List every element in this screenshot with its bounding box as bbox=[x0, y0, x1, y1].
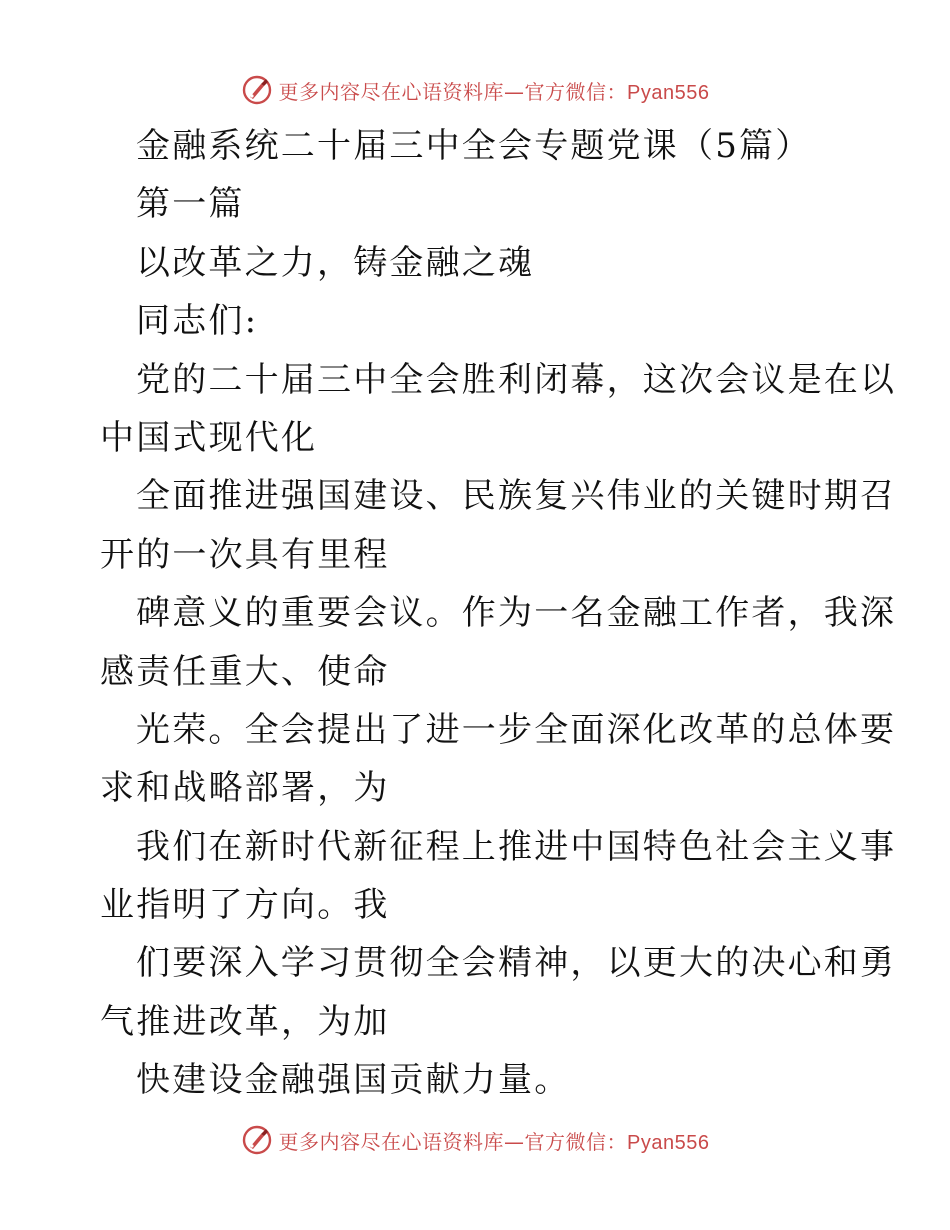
paragraph-line: 求和战略部署，为 bbox=[100, 768, 390, 809]
paragraph-line: 中国式现代化 bbox=[100, 417, 318, 458]
header-watermark bbox=[0, 70, 950, 110]
watermark-separator: — bbox=[504, 1129, 525, 1154]
document-body bbox=[100, 117, 897, 1110]
paragraph-line: 光荣。全会提出了进一步全面深化改革的总体要 bbox=[136, 709, 897, 750]
watermark-contact: 官方微信： bbox=[524, 1129, 628, 1154]
watermark-text bbox=[279, 1126, 710, 1155]
paragraph-line: 开的一次具有里程 bbox=[100, 534, 390, 575]
paragraph-line: 快建设金融强国贡献力量。 bbox=[136, 1060, 571, 1101]
paragraph-line: 碑意义的重要会议。作为一名金融工作者，我深 bbox=[136, 593, 897, 634]
watermark-separator: — bbox=[504, 79, 525, 104]
watermark-wechat-id: Pyan556 bbox=[627, 1131, 710, 1154]
watermark-wechat-id: Pyan556 bbox=[627, 81, 710, 104]
footer-watermark bbox=[0, 1120, 950, 1160]
paragraph-line: 感责任重大、使命 bbox=[100, 651, 390, 692]
salutation: 同志们: bbox=[136, 301, 259, 342]
paragraph-line: 党的二十届三中全会胜利闭幕，这次会议是在以 bbox=[136, 359, 897, 400]
section-subtitle: 以改革之力，铸金融之魂 bbox=[136, 242, 535, 283]
document-title: 金融系统二十届三中全会专题党课（5篇） bbox=[136, 126, 812, 166]
paragraph-line: 全面推进强国建设、民族复兴伟业的关键时期召 bbox=[136, 476, 897, 517]
watermark-contact: 官方微信： bbox=[524, 79, 628, 104]
watermark-site: 更多内容尽在心语资料库 bbox=[278, 79, 505, 104]
paragraph-line: 业指明了方向。我 bbox=[100, 885, 390, 926]
watermark-site: 更多内容尽在心语资料库 bbox=[278, 1129, 505, 1154]
section-heading: 第一篇 bbox=[136, 184, 245, 225]
quill-pen-logo-icon bbox=[241, 74, 273, 106]
quill-pen-logo-icon bbox=[241, 1124, 273, 1156]
paragraph-line: 我们在新时代新征程上推进中国特色社会主义事 bbox=[136, 826, 897, 867]
paragraph-line: 气推进改革，为加 bbox=[100, 1001, 390, 1042]
watermark-text bbox=[279, 76, 710, 105]
paragraph-line: 们要深入学习贯彻全会精神，以更大的决心和勇 bbox=[136, 943, 897, 984]
